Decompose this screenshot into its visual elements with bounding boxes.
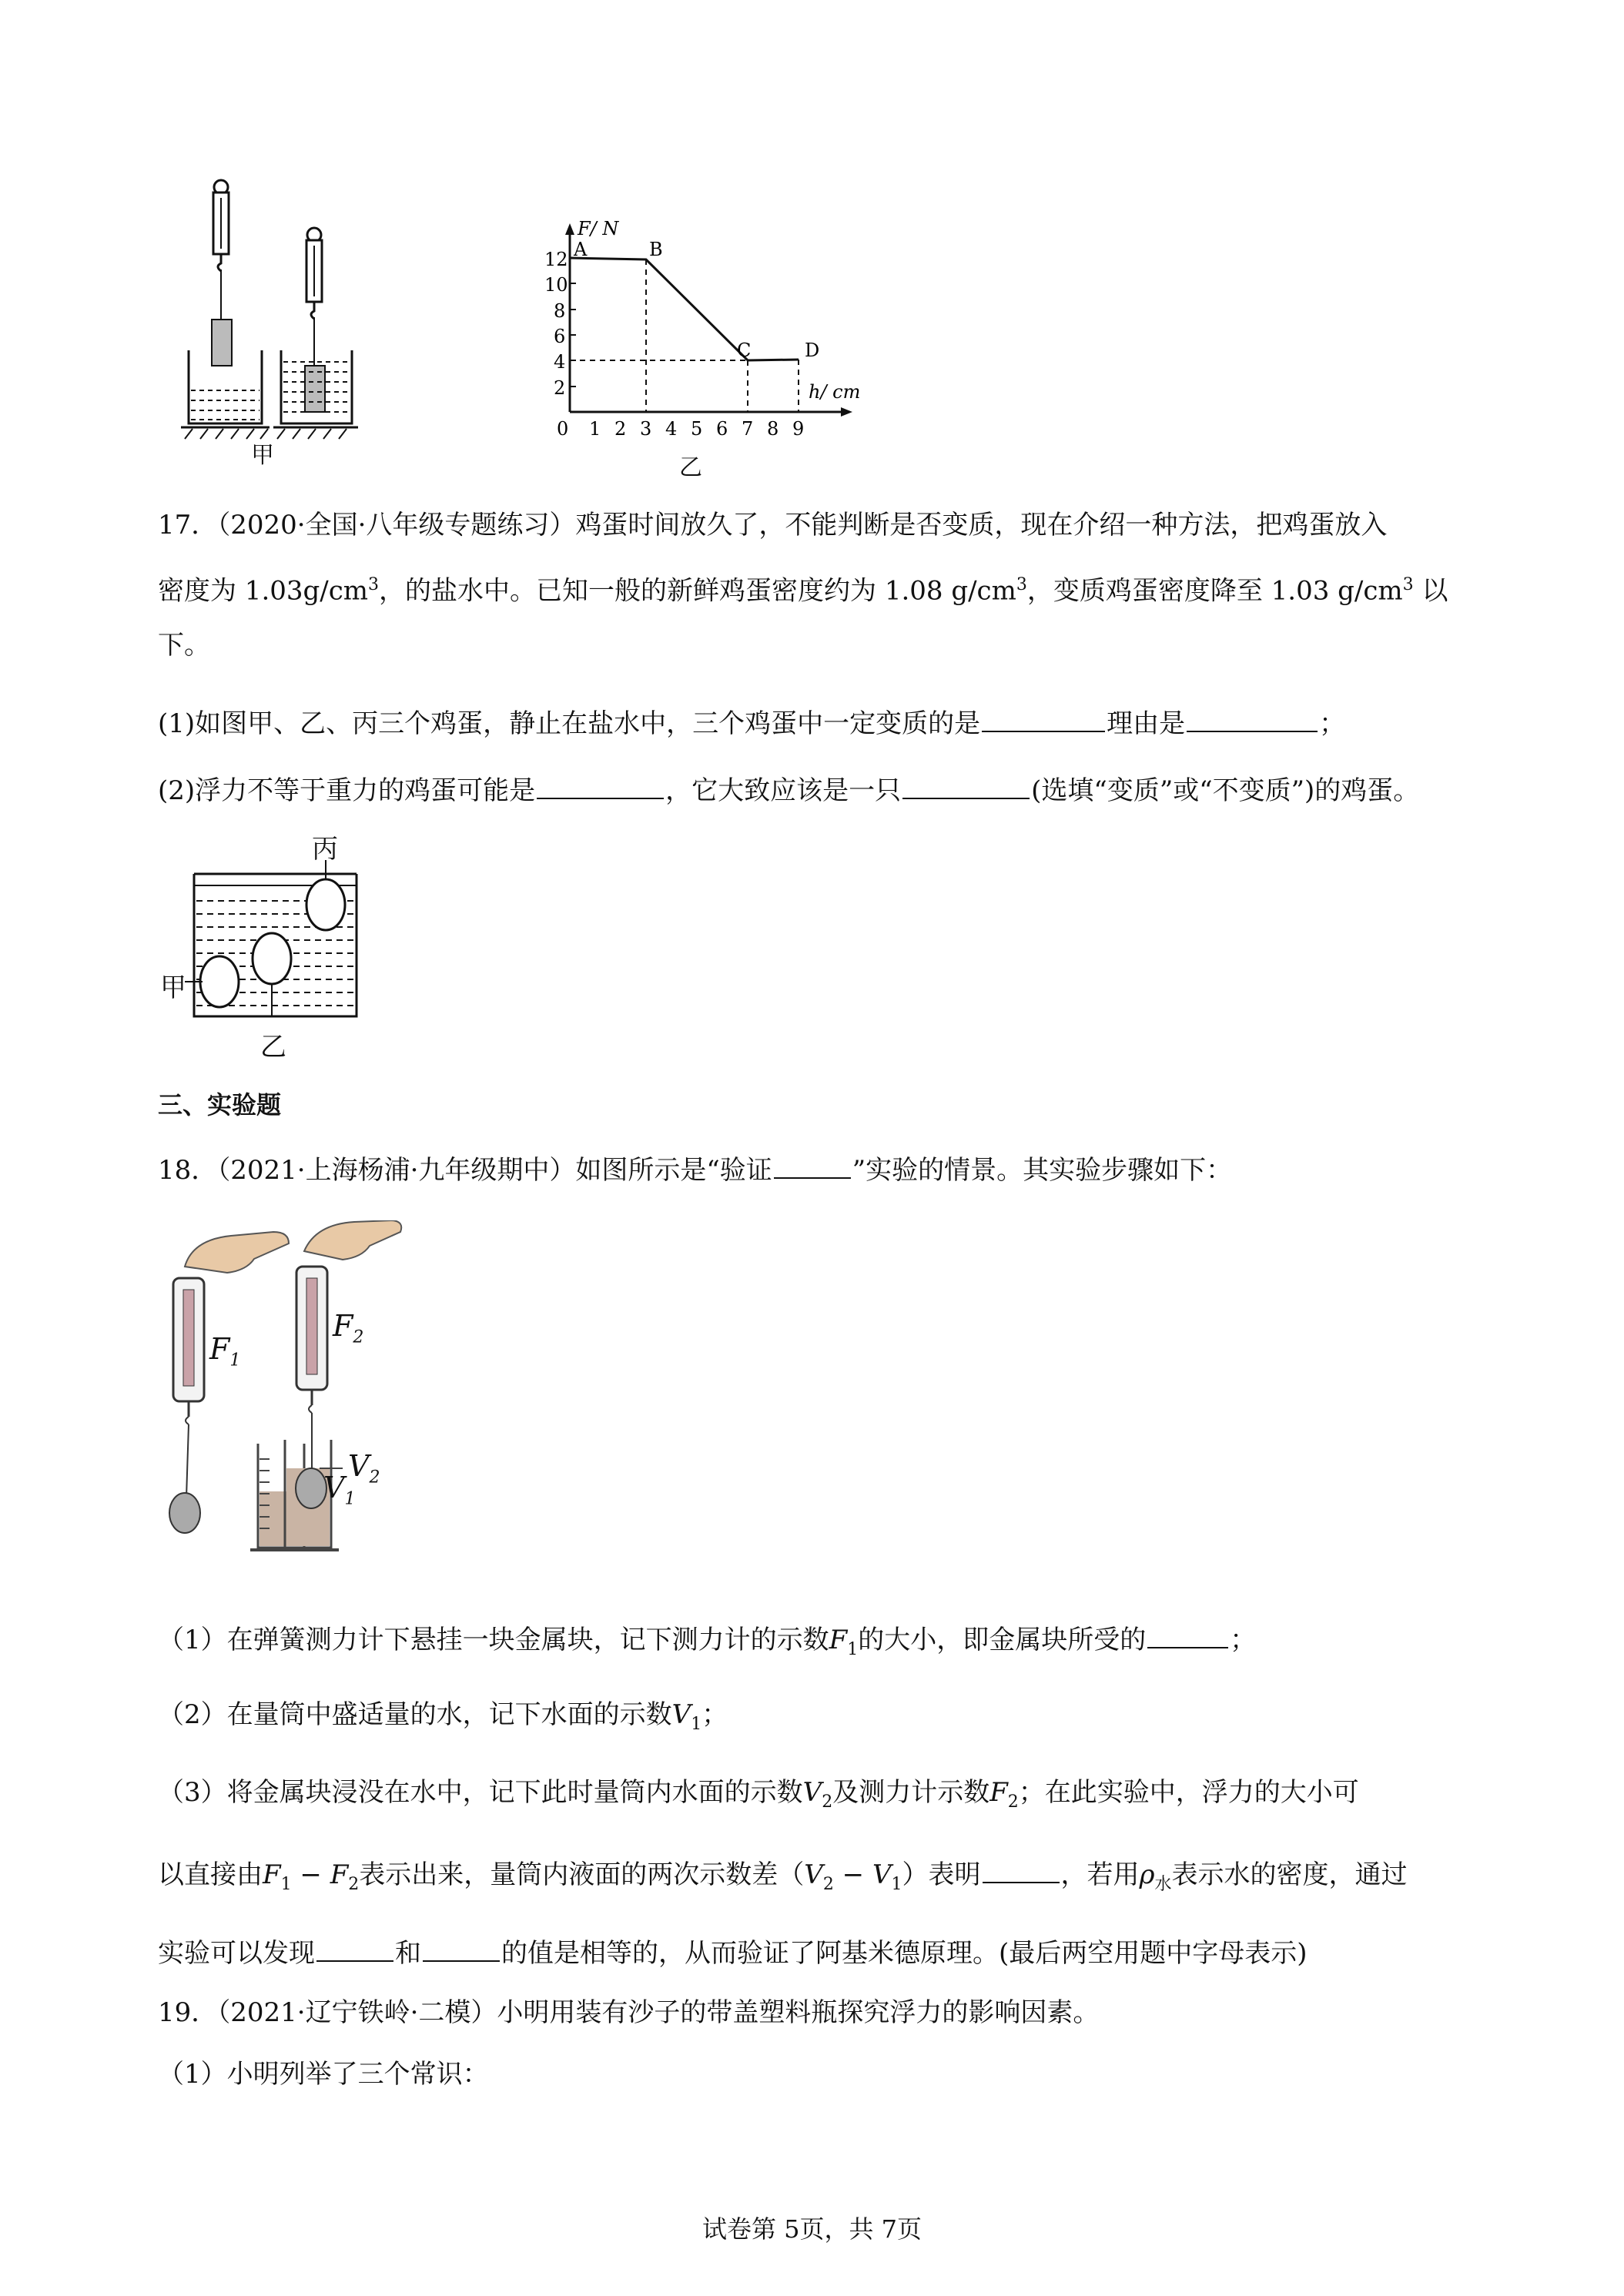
graph-y-tick: 2: [554, 377, 566, 399]
graph-x-tick: 6: [716, 418, 728, 440]
graph-line: [570, 258, 799, 360]
graph-x-tick: 4: [665, 418, 678, 440]
fig16-label-yi: 乙: [679, 454, 702, 481]
answer-blank[interactable]: [537, 771, 664, 799]
q19-line1: 19．（2021·辽宁铁岭·二模）小明用装有沙子的带盖塑料瓶探究浮力的影响因素。: [158, 1997, 1100, 2028]
answer-blank[interactable]: [983, 1856, 1060, 1883]
fig18-label-F2: $F_2$: [333, 1309, 364, 1347]
page-footer: 试卷第 5页，共 7页: [702, 2214, 922, 2244]
graph-x-label: h/ cm: [809, 381, 861, 403]
fig16-label-jia: 甲: [251, 442, 274, 469]
egg-label-yi: 乙: [260, 1032, 286, 1063]
graph-x-tick: 8: [767, 418, 779, 440]
graph-x-tick: 2: [614, 418, 627, 440]
q18-step1: （1）在弹簧测力计下悬挂一块金属块，记下测力计的示数$F_1$的大小，即金属块所受的 ；: [158, 1621, 1256, 1667]
fig18-label-F1: $F_1$: [209, 1332, 241, 1371]
egg-label-jia: 甲: [160, 972, 186, 1003]
graph-x-tick: 9: [792, 418, 805, 440]
graph-y-label: F/ N: [578, 219, 619, 239]
q18-step3-cont: 以直接由$F_1 - F_2$表示出来，量筒内液面的两次示数差$(V_2 - V_1)$表明 ，若用$\rho_水$表示水的密度，通过: [158, 1856, 1408, 1902]
q18-step3: （3）将金属块浸没在水中，记下此时量筒内水面的示数$V_2$及测力计示数$F_2$；在此实验中，浮力的大小可: [158, 1777, 1359, 1812]
q18-line1: 18．（2021·上海杨浦·九年级期中）如图所示是“验证 ”实验的情景。其实验步骤如下：: [158, 1151, 1232, 1187]
graph-point-C: C: [737, 340, 752, 361]
fig18-label-V1: $V_1$: [323, 1471, 356, 1509]
graph-y-tick: 8: [554, 300, 566, 322]
graph-x-tick: 7: [742, 418, 754, 440]
figure-spring-scales: [173, 173, 358, 474]
graph-x-tick: 0: [557, 418, 569, 440]
graph-point-D: D: [805, 340, 820, 361]
graph-force-depth: [535, 219, 874, 443]
figure-eggs-tank: [158, 828, 373, 1059]
graph-y-tick: 10: [544, 274, 568, 296]
answer-blank[interactable]: [1187, 705, 1318, 732]
fig18-label-V2: $V_2$: [348, 1449, 380, 1488]
graph-point-B: B: [649, 239, 663, 260]
graph-y-tick: 12: [544, 249, 568, 270]
section-title: 三、实验题: [158, 1090, 282, 1120]
graph-x-tick: 3: [640, 418, 652, 440]
egg-label-bing: 丙: [312, 834, 338, 865]
q17-sub1: (1)如图甲、乙、丙三个鸡蛋，静止在盐水中，三个鸡蛋中一定变质的是 理由是 ；: [158, 705, 1345, 741]
q18-step3-end: 实验可以发现 和 的值是相等的，从而验证了阿基米德原理。(最后两空用题中字母表示): [158, 1934, 1308, 1970]
answer-blank[interactable]: [902, 771, 1030, 799]
graph-x-tick: 1: [589, 418, 601, 440]
q19-line2: （1）小明列举了三个常识：: [158, 2059, 489, 2090]
q17-sub2: (2)浮力不等于重力的鸡蛋可能是 ，它大致应该是一只 (选填“变质”或“不变质”)的鸡蛋。: [158, 771, 1419, 808]
q17-line1: 17．（2020·全国·八年级专题练习）鸡蛋时间放久了，不能判断是否变质，现在介绍一种方法，把鸡蛋放入: [158, 510, 1388, 541]
graph-y-tick: 4: [554, 351, 566, 373]
graph-point-A: A: [574, 239, 588, 260]
q17-line2: 密度为 $1.03g/cm^3$，的盐水中。已知一般的新鲜鸡蛋密度约为 1.08 $g/cm^3$，变质鸡蛋密度降至 1.03 $g/cm^3$ 以: [158, 575, 1448, 607]
q18-step2: （2）在量筒中盛适量的水，记下水面的示数$V_1$；: [158, 1699, 728, 1734]
q17-line3: 下。: [158, 630, 210, 661]
answer-blank[interactable]: [774, 1151, 851, 1179]
graph-x-tick: 5: [691, 418, 703, 440]
graph-y-tick: 6: [554, 326, 566, 347]
answer-blank[interactable]: [1147, 1621, 1228, 1648]
answer-blank[interactable]: [982, 705, 1105, 732]
answer-blank[interactable]: [316, 1934, 393, 1962]
answer-blank[interactable]: [423, 1934, 500, 1962]
